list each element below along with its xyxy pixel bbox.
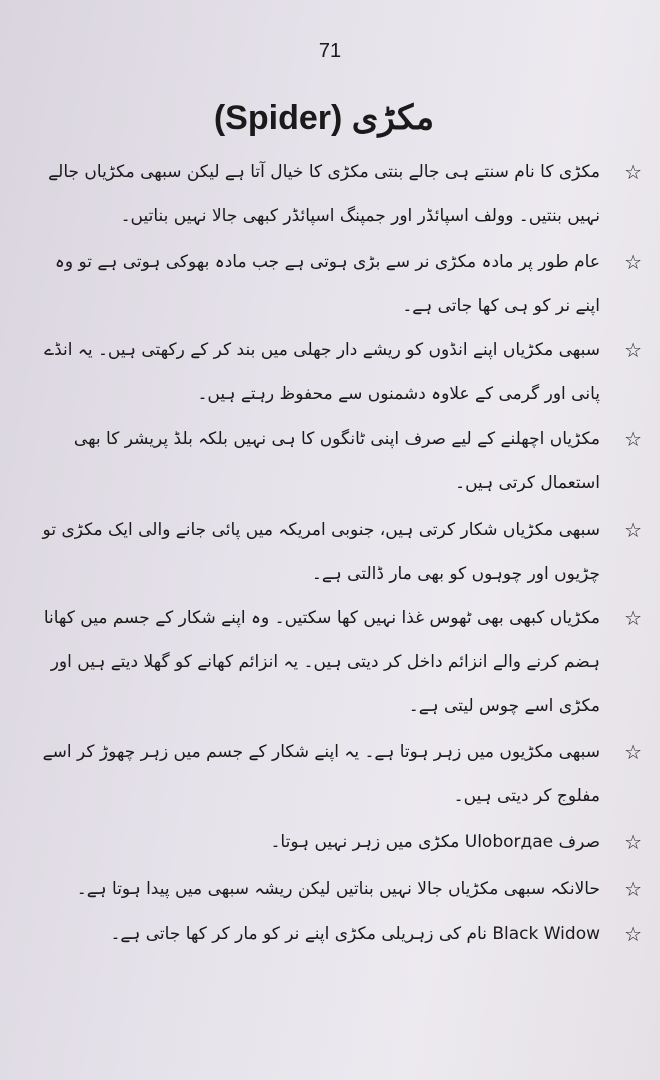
star-outline-icon: ☆: [624, 606, 642, 630]
star-outline-icon: ☆: [624, 877, 642, 901]
list-item: سبھی مکڑیوں میں زہر ہوتا ہے۔ یہ اپنے شکار کے جسم میں زہر چھوڑ کر اسے مفلوج کر دیتی ہیں۔: [42, 742, 600, 806]
star-outline-icon: ☆: [624, 518, 642, 542]
list-item: مکڑیاں اچھلنے کے لیے صرف اپنی ٹانگوں کا ہی نہیں بلکہ بلڈ پریشر کا بھی استعمال کرتی ہیں۔: [73, 429, 600, 493]
list-item: مکڑی کا نام سنتے ہی جالے بنتی مکڑی کا خیال آتا ہے لیکن سبھی مکڑیاں جالے نہیں بنتیں۔ وولف اسپائڈر اور جمپنگ اسپائڈر کبھی جالا نہیں بناتیں۔: [48, 162, 600, 226]
star-outline-icon: ☆: [624, 160, 642, 184]
star-outline-icon: ☆: [624, 830, 642, 854]
list-item: مکڑیاں کبھی بھی ٹھوس غذا نہیں کھا سکتیں۔ وہ اپنے شکار کے جسم میں کھانا ہضم کرنے والے انزائم داخل کر دیتی ہیں۔ یہ انزائم کھانے کو گھلا دیتے ہیں اور مکڑی اسے چوس لیتی ہے۔: [43, 608, 600, 716]
star-outline-icon: ☆: [624, 922, 642, 946]
page-number: 71: [318, 40, 342, 62]
list-item: Black Widow نام کی زہریلی مکڑی اپنے نر کو مار کر کھا جاتی ہے۔: [110, 924, 600, 944]
title-urdu: مکڑی: [351, 99, 435, 137]
star-outline-icon: ☆: [624, 427, 642, 451]
page-title: [0, 98, 660, 138]
star-outline-icon: ☆: [624, 338, 642, 362]
list-item: سبھی مکڑیاں شکار کرتی ہیں، جنوبی امریکہ میں پائی جانے والی ایک مکڑی تو چڑیوں اور چوہوں کو بھی مار ڈالتی ہے۔: [42, 520, 600, 584]
title-english: (Spider): [213, 99, 343, 137]
star-outline-icon: ☆: [624, 740, 642, 764]
list-item: سبھی مکڑیاں اپنے انڈوں کو ریشے دار جھلی میں بند کر کے رکھتی ہیں۔ یہ انڈے پانی اور گرمی کے علاوہ دشمنوں سے محفوظ رہتے ہیں۔: [44, 340, 600, 404]
star-outline-icon: ☆: [624, 250, 642, 274]
list-item: عام طور پر مادہ مکڑی نر سے بڑی ہوتی ہے جب مادہ بھوکی ہوتی ہے تو وہ اپنے نر کو ہی کھا جاتی ہے۔: [54, 252, 600, 316]
list-item: صرف Uloborдае مکڑی میں زہر نہیں ہوتا۔: [270, 832, 600, 852]
list-item: حالانکہ سبھی مکڑیاں جالا نہیں بناتیں لیکن ریشہ سبھی میں پیدا ہوتا ہے۔: [76, 879, 600, 899]
